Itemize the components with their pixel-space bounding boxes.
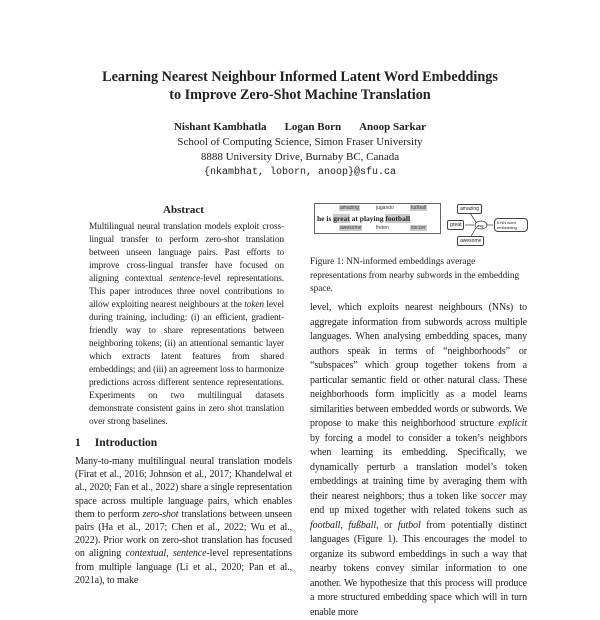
abstract-text: Multilingual neural translation models exploit cross-lingual transfer to perform zero-shot translation between unseen language pairs. Past efforts to improve cross-lingual transfer have focused on aligning contextual sentence-level representations. This paper introduces three novel contributions to allow exploiting nearest neighbours at the token level during training, including: (i) an efficient, gradient-friendly way to share representations between neighboring tokens; (ii) an attentional semantic layer which extracts latent features from shared embeddings; and (iii) an agreement loss to harmonize predictions across different sentence representations. Experiments on two multilingual datasets demonstrate consistent gains in zero shot translation over strong baselines. xyxy=(89,222,284,427)
node-box: great xyxy=(447,220,464,230)
author: Anoop Sarkar xyxy=(359,121,427,133)
paper-title xyxy=(0,68,600,104)
sentence-box xyxy=(314,203,441,234)
intro-text: Many-to-many multilingual neural translation models (Firat et al., 2016; Johnson et al., 2017; Khandelwal et al., 2020; Fan et al., 2022) share a single representation space across multiple language pairs, which enables them to perform zero-shot translations between unseen pairs (Ha et al., 2017; Chen et al., 2022; Wu et al., 2022). Prior work on zero-shot translation has focused on aligning contextual, sentence-level representations from multiple language (Li et al., 2020; Pan et al., 2021a), to make xyxy=(75,456,292,586)
neighbor-token: soccer xyxy=(411,225,426,231)
author: Nishant Kambhatla xyxy=(173,121,267,133)
neighbor-token: freten xyxy=(376,225,389,231)
node-box: awesome xyxy=(457,236,484,246)
neighbor-token: fußball xyxy=(411,205,427,211)
affiliation: School of Computing Science, Simon Fraser University xyxy=(177,136,423,148)
neighbor-token: jugando xyxy=(376,205,394,211)
section-heading: 1 Introduction xyxy=(75,437,158,449)
author: Logan Born xyxy=(284,121,342,133)
email: {nkambhat, loborn, anoop}@sfu.ca xyxy=(203,167,397,178)
title-line: Learning Nearest Neighbour Informed Latent Word Embeddings xyxy=(102,69,498,85)
author-block xyxy=(0,120,600,180)
avg-op: avg xyxy=(477,223,484,228)
right-column-text: level, which exploits nearest neighbours (NNs) to aggregate information from subwords across multiple languages. When analysing embedding spaces, many authors speak in terms of “neighborhoods” or “subspaces” which group together tokens from a particular semantic field or other natural class. These neighborhoods form implicitly as a model learns similarities between embedded words or subwords. We propose to make this neighborhood structure explicit by forcing a model to consider a token’s neighbors when learning its embedding. Specifically, we dynamically perturb a translation model’s token embeddings at training time by averaging them with their nearest neighbors; thus a token like soccer may end up mixed together with related tokens such as football, fußball, or futbol from potentially distinct languages (Figure 1). This encourages the model to organize its subword embeddings in such a way that nearby tokens convey similar information to one another. We hypothesize that this process will produce a more structured embedding space which will in turn enable more xyxy=(310,302,527,618)
output-node: k-NN word embedding xyxy=(494,218,528,232)
neighbor-token: awesome xyxy=(340,225,362,231)
left-column xyxy=(75,203,292,587)
example-sentence: he is great at playing football xyxy=(317,214,411,223)
neighbor-token: amazing xyxy=(340,205,359,211)
node-box: amazing xyxy=(457,204,482,214)
title-line: to Improve Zero-Shot Machine Translation xyxy=(169,87,431,103)
figure-caption: Figure 1: NN-informed embeddings average representations from nearby subwords in the embedding space. xyxy=(310,257,520,294)
figure-1 xyxy=(312,201,527,251)
address: 8888 University Drive, Burnaby BC, Canada xyxy=(200,151,400,163)
abstract-heading: Abstract xyxy=(163,204,204,216)
